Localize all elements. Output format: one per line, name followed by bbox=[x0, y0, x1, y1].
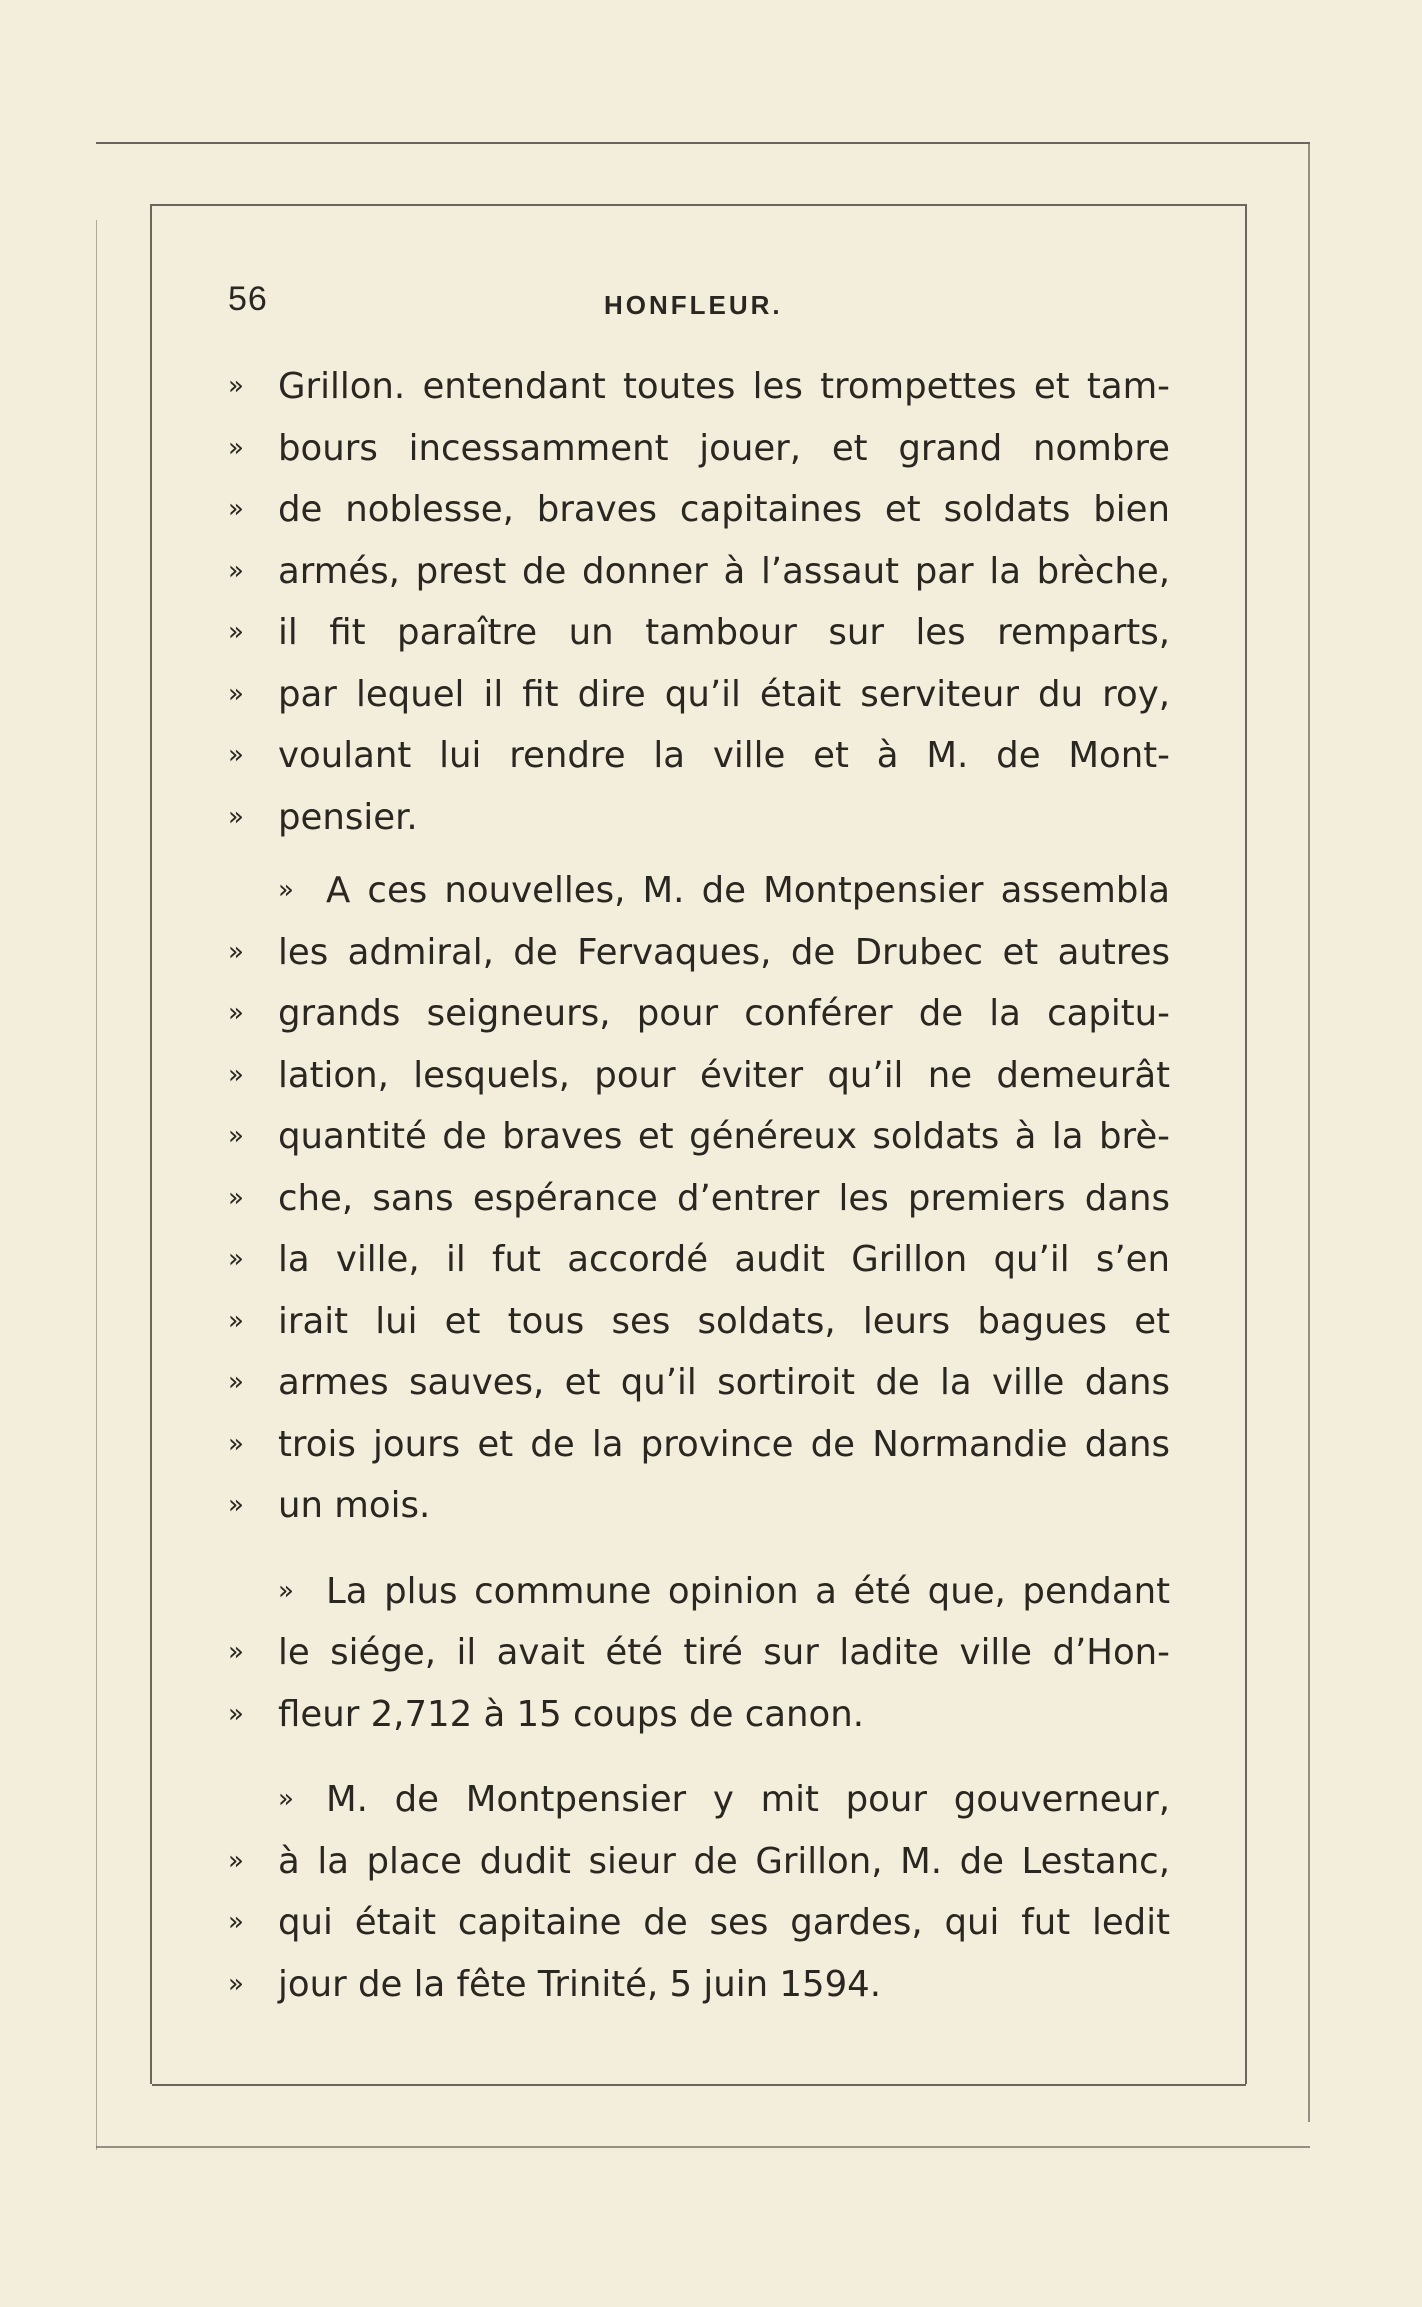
outer-frame-bottom bbox=[96, 2146, 1310, 2148]
text-line bbox=[222, 725, 1170, 787]
paragraph bbox=[222, 860, 1170, 1537]
quote-mark: » bbox=[228, 371, 244, 401]
text-line bbox=[222, 356, 1170, 418]
line-text: armes sauves, et qu’il sortiroit de la ville dans bbox=[278, 1362, 1170, 1403]
line-text: un mois. bbox=[278, 1485, 431, 1526]
text-line bbox=[222, 1622, 1170, 1684]
text-line bbox=[222, 922, 1170, 984]
quote-mark: » bbox=[278, 875, 294, 905]
line-text: le siége, il avait été tiré sur ladite ville d’Hon- bbox=[278, 1632, 1170, 1673]
quote-mark: » bbox=[228, 1698, 244, 1729]
line-text: fleur 2,712 à 15 coups de canon. bbox=[278, 1693, 864, 1735]
text-line bbox=[222, 860, 1170, 922]
text-line bbox=[222, 479, 1170, 541]
quote-mark: » bbox=[228, 1121, 244, 1151]
text-line bbox=[222, 1769, 1170, 1831]
quote-mark: » bbox=[228, 740, 244, 770]
outer-frame-left bbox=[96, 220, 97, 2150]
line-text: lation, lesquels, pour éviter qu’il ne demeurât bbox=[278, 1054, 1170, 1096]
line-text: grands seigneurs, pour conférer de la capitu- bbox=[278, 993, 1170, 1034]
text-line bbox=[222, 1475, 1170, 1537]
text-line bbox=[222, 787, 1170, 849]
text-line bbox=[222, 1229, 1170, 1291]
line-text: La plus commune opinion a été que, pendant bbox=[326, 1570, 1170, 1612]
text-line bbox=[222, 602, 1170, 664]
line-text: par lequel il fit dire qu’il était serviteur du roy, bbox=[278, 673, 1170, 715]
text-line bbox=[222, 1684, 1170, 1746]
paragraph bbox=[222, 1561, 1170, 1746]
quote-mark: » bbox=[228, 555, 244, 586]
quote-mark: » bbox=[228, 936, 244, 967]
paragraph bbox=[222, 356, 1170, 848]
line-text: il fit paraître un tambour sur les remparts, bbox=[278, 612, 1170, 653]
line-text: armés, prest de donner à l’assaut par la brèche, bbox=[278, 550, 1170, 592]
line-text: trois jours et de la province de Normandie dans bbox=[278, 1423, 1170, 1465]
paragraph-gap bbox=[222, 1537, 1170, 1561]
line-text: A ces nouvelles, M. de Montpensier assembla bbox=[326, 870, 1170, 911]
line-text: bours incessamment jouer, et grand nombre bbox=[278, 427, 1170, 469]
line-text: jour de la fête Trinité, 5 juin 1594. bbox=[278, 1963, 882, 2005]
text-line bbox=[222, 541, 1170, 603]
quote-mark: » bbox=[228, 801, 244, 832]
line-text: che, sans espérance d’entrer les premiers dans bbox=[278, 1177, 1170, 1219]
text-line bbox=[222, 1291, 1170, 1353]
quote-mark: » bbox=[228, 494, 244, 524]
text-line bbox=[222, 1414, 1170, 1476]
text-line bbox=[222, 1831, 1170, 1893]
text-line bbox=[222, 1045, 1170, 1107]
quote-mark: » bbox=[228, 432, 244, 463]
text-line bbox=[222, 1561, 1170, 1623]
line-text: pensier. bbox=[278, 796, 418, 838]
line-text: à la place dudit sieur de Grillon, M. de Lestanc, bbox=[278, 1840, 1170, 1882]
line-text: voulant lui rendre la ville et à M. de Mont- bbox=[278, 735, 1170, 776]
paragraph-gap bbox=[222, 848, 1170, 860]
quote-mark: » bbox=[228, 1490, 244, 1520]
inner-frame-left bbox=[150, 204, 152, 2084]
text-line bbox=[222, 418, 1170, 480]
quote-mark: » bbox=[228, 678, 244, 709]
running-title: HONFLEUR. bbox=[604, 290, 783, 320]
text-line bbox=[222, 1168, 1170, 1230]
text-line bbox=[222, 1352, 1170, 1414]
quote-mark: » bbox=[228, 1428, 244, 1459]
quote-mark: » bbox=[228, 1367, 244, 1397]
inner-frame-bottom bbox=[152, 2084, 1246, 2086]
quote-mark: » bbox=[228, 1907, 244, 1937]
paragraph-gap bbox=[222, 1745, 1170, 1769]
line-text: irait lui et tous ses soldats, leurs bagues et bbox=[278, 1300, 1170, 1342]
outer-frame-top bbox=[96, 142, 1310, 144]
text-line bbox=[222, 983, 1170, 1045]
page-number: 56 bbox=[228, 280, 268, 318]
quote-mark: » bbox=[228, 1059, 244, 1090]
paragraph bbox=[222, 1769, 1170, 2015]
line-text: M. de Montpensier y mit pour gouverneur, bbox=[326, 1779, 1170, 1820]
line-text: la ville, il fut accordé audit Grillon qu’il s’en bbox=[278, 1239, 1170, 1280]
inner-frame-right bbox=[1245, 204, 1247, 2084]
quote-mark: » bbox=[228, 1968, 244, 1999]
quote-mark: » bbox=[228, 1637, 244, 1667]
quote-mark: » bbox=[228, 1305, 244, 1336]
line-text: Grillon. entendant toutes les trompettes et tam- bbox=[278, 366, 1170, 407]
body-text bbox=[222, 356, 1170, 2015]
outer-frame-right bbox=[1308, 142, 1310, 2122]
quote-mark: » bbox=[228, 617, 244, 647]
line-text: quantité de braves et généreux soldats à la brè- bbox=[278, 1116, 1170, 1157]
line-text: les admiral, de Fervaques, de Drubec et autres bbox=[278, 931, 1170, 973]
text-line bbox=[222, 664, 1170, 726]
line-text: de noblesse, braves capitaines et soldats bien bbox=[278, 489, 1170, 530]
inner-frame-top bbox=[152, 204, 1246, 206]
quote-mark: » bbox=[228, 1845, 244, 1876]
quote-mark: » bbox=[278, 1575, 294, 1606]
line-text: qui était capitaine de ses gardes, qui fut ledit bbox=[278, 1902, 1170, 1943]
quote-mark: » bbox=[228, 998, 244, 1028]
quote-mark: » bbox=[278, 1784, 294, 1814]
text-line bbox=[222, 1954, 1170, 2016]
text-line bbox=[222, 1106, 1170, 1168]
text-line bbox=[222, 1892, 1170, 1954]
quote-mark: » bbox=[228, 1244, 244, 1274]
quote-mark: » bbox=[228, 1182, 244, 1213]
